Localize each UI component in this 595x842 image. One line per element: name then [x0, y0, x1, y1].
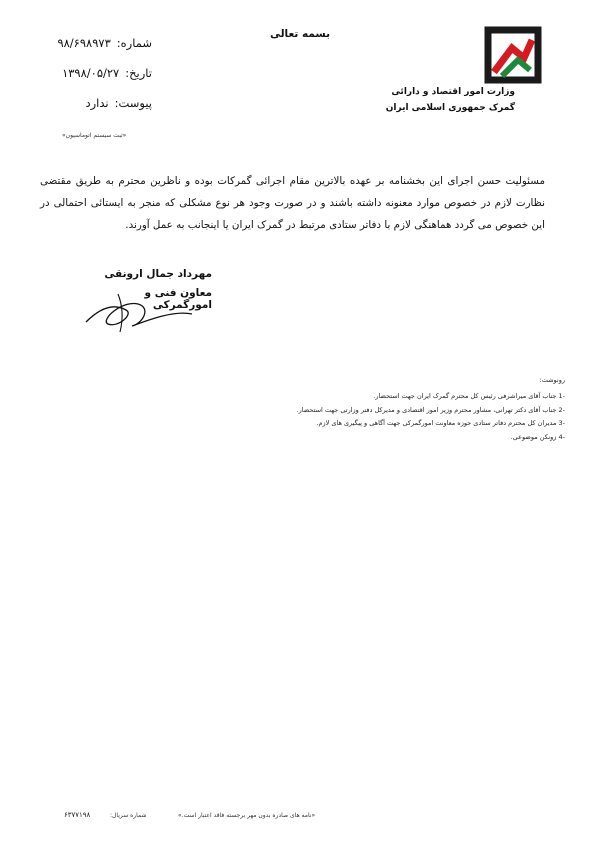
letter-number-label: شماره:: [116, 36, 152, 50]
bism-heading: بسمه تعالی: [269, 28, 331, 40]
letter-date-row: [30, 66, 152, 82]
serial-number-value: ۶۳۷۷۱۹۸: [64, 811, 91, 819]
ministry-name: وزارت امور اقتصاد و دارائی: [391, 87, 515, 97]
copy-recipient: -3 مدیران کل محترم دفاتر ستادی حوزه معاونت امورگمرکی جهت آگاهی و پیگیری های لازم.: [316, 419, 565, 427]
copies-heading: رونوشت:: [539, 376, 565, 384]
letter-number-row: [30, 36, 152, 52]
copy-recipient: -2 جناب آقای دکتر تهرانی، مشاور محترم وزیر امور اقتصادی و مدیرکل دفتر وزارتی جهت استحضار.: [296, 405, 565, 414]
copy-recipient: -1 جناب آقای میراشرفی رئیس کل محترم گمرک ایران جهت استحضار.: [373, 392, 565, 400]
customs-logo-icon: [484, 26, 542, 84]
handwritten-signature: [78, 280, 198, 340]
copies-list: [265, 390, 565, 444]
footer-validity-note: «نامه های صادره بدون مهر برجسته فاقد اعتبار است.»: [178, 812, 316, 819]
signatory-title: معاون فنی و امورگمرکی: [144, 287, 212, 311]
letter-date-label: تاریخ:: [125, 66, 152, 80]
letter-body: مسئولیت حسن اجرای این بخشنامه بر عهده بالاترین مقام اجرائی گمرکات بوده و ناظرین محترم به طریق مقتضی نظارت لازم در خصوص موارد معنونه داشته باشند و در صورت وجود هر نوع مشکلی که منجر به ایستائی احتمالی در این خصوص می گردد هماهنگی لازم با دفاتر ستادی مرتبط در گمرک ایران یا اینجانب به عمل آورند.: [40, 175, 545, 231]
copy-recipient: -4 زونکن موضوعی.: [510, 432, 565, 441]
serial-number-label: شماره سریال:: [110, 812, 147, 819]
letter-date-value: ۱۳۹۸/۰۵/۲۷: [62, 66, 120, 80]
letter-attachment-row: [30, 96, 152, 112]
signatory-name: مهرداد جمال ارونقی: [104, 268, 212, 280]
customs-name: گمرک جمهوری اسلامی ایران: [385, 103, 515, 113]
automation-note: «ثبت سیستم اتوماسیون»: [62, 132, 127, 139]
letter-number-value: ۹۸/۶۹۸۹۷۳: [57, 36, 111, 50]
letter-attachment-value: ندارد: [85, 96, 109, 110]
letter-attachment-label: پیوست:: [114, 96, 152, 110]
